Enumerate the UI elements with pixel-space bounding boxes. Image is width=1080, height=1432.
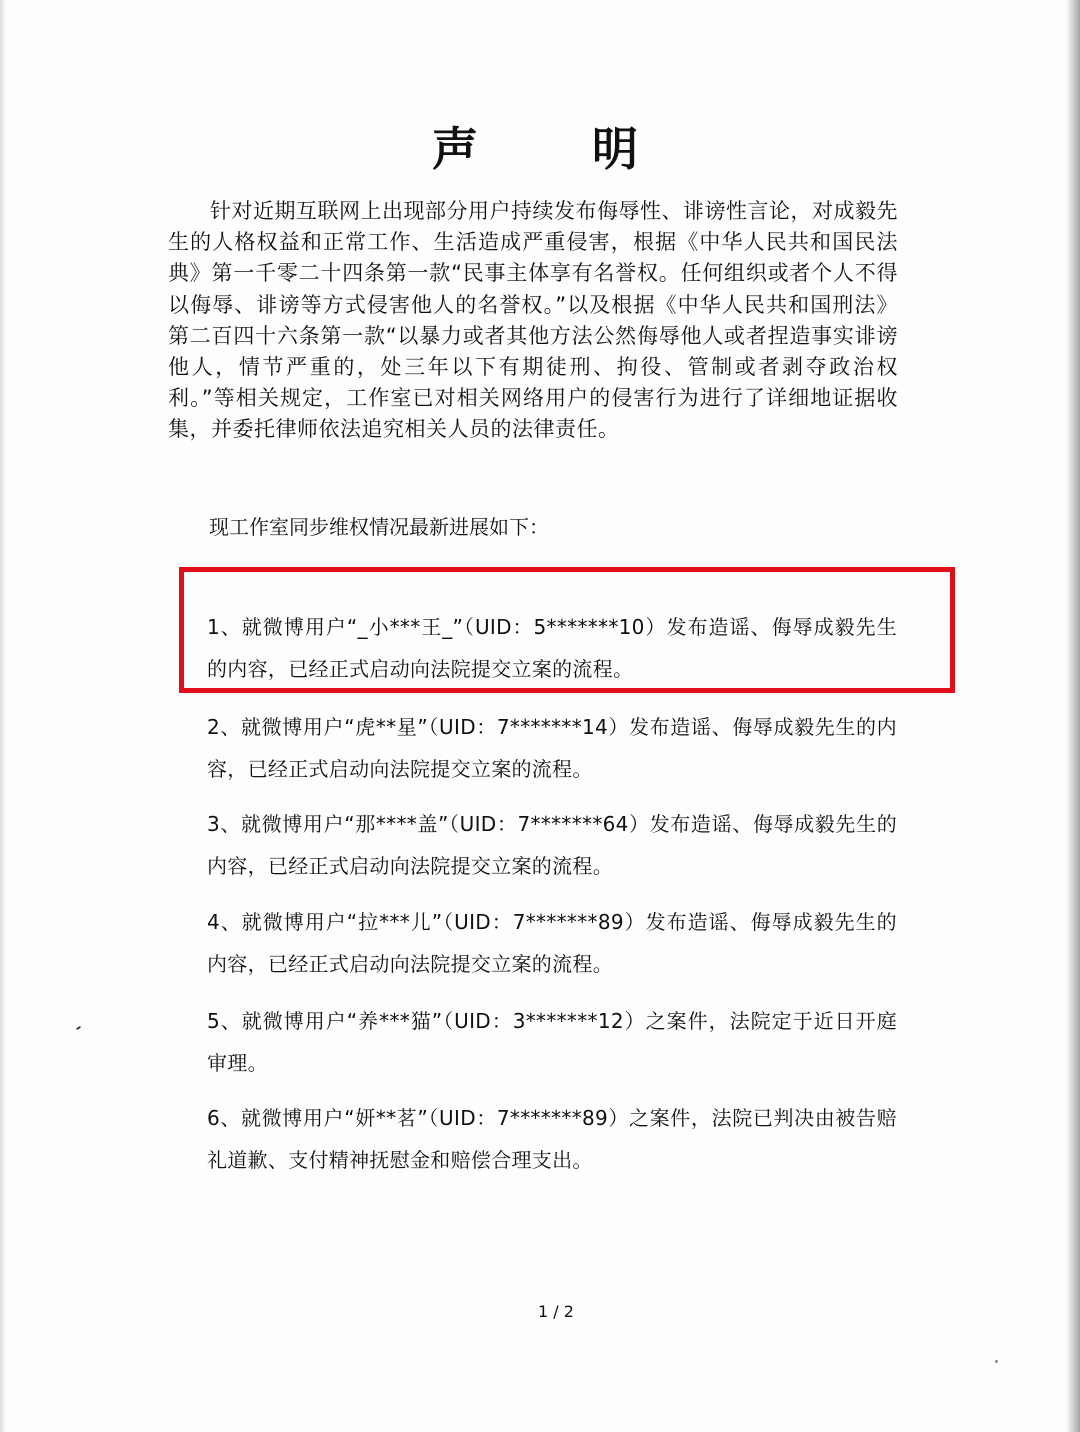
- progress-item-4: 4、就微博用户“拉***儿”（UID：7*******89）发布造谣、侮辱成毅先生的内容，已经正式启动向法院提交立案的流程。: [207, 910, 897, 976]
- progress-item-6: 6、就微博用户“妍**茗”（UID：7*******89）之案件，法院已判决由被告赔礼道歉、支付精神抚慰金和赔偿合理支出。: [207, 1106, 897, 1172]
- page-number: 1 / 2: [538, 1302, 574, 1321]
- progress-item-1: 1、就微博用户“_小***王_”（UID：5*******10）发布造谣、侮辱成毅先生的内容，已经正式启动向法院提交立案的流程。: [207, 615, 897, 681]
- scan-speck: [76, 1026, 81, 1030]
- page-edge-shadow-left: [0, 0, 6, 1432]
- scan-speck: [995, 1360, 998, 1363]
- intro-paragraph: 针对近期互联网上出现部分用户持续发布侮辱性、诽谤性言论，对成毅先生的人格权益和正常工作、生活造成严重侵害，根据《中华人民共和国民法典》第一千零二十四条第一款“民事主体享有名誉权。任何组织或者个人不得以侮辱、诽谤等方式侵害他人的名誉权。”以及根据《中华人民共和国刑法》第二百四十六条第一款“以暴力或者其他方法公然侮辱他人或者捏造事实诽谤他人，情节严重的，处三年以下有期徒刑、拘役、管制或者剥夺政治权利。”等相关规定，工作室已对相关网络用户的侵害行为进行了详细地证据收集，并委托律师依法追究相关人员的法律责任。: [168, 199, 898, 442]
- progress-item-3: 3、就微博用户“那****盖”（UID：7*******64）发布造谣、侮辱成毅先生的内容，已经正式启动向法院提交立案的流程。: [207, 812, 897, 878]
- progress-heading: 现工作室同步维权情况最新进展如下：: [209, 515, 549, 539]
- progress-item-5: 5、就微博用户“养***猫”（UID：3*******12）之案件，法院定于近日开庭审理。: [207, 1009, 897, 1075]
- progress-item-2: 2、就微博用户“虎**星”（UID：7*******14）发布造谣、侮辱成毅先生的内容，已经正式启动向法院提交立案的流程。: [207, 715, 897, 781]
- document-title: 声 明: [432, 121, 672, 176]
- page-edge-shadow-right: [1066, 0, 1080, 1432]
